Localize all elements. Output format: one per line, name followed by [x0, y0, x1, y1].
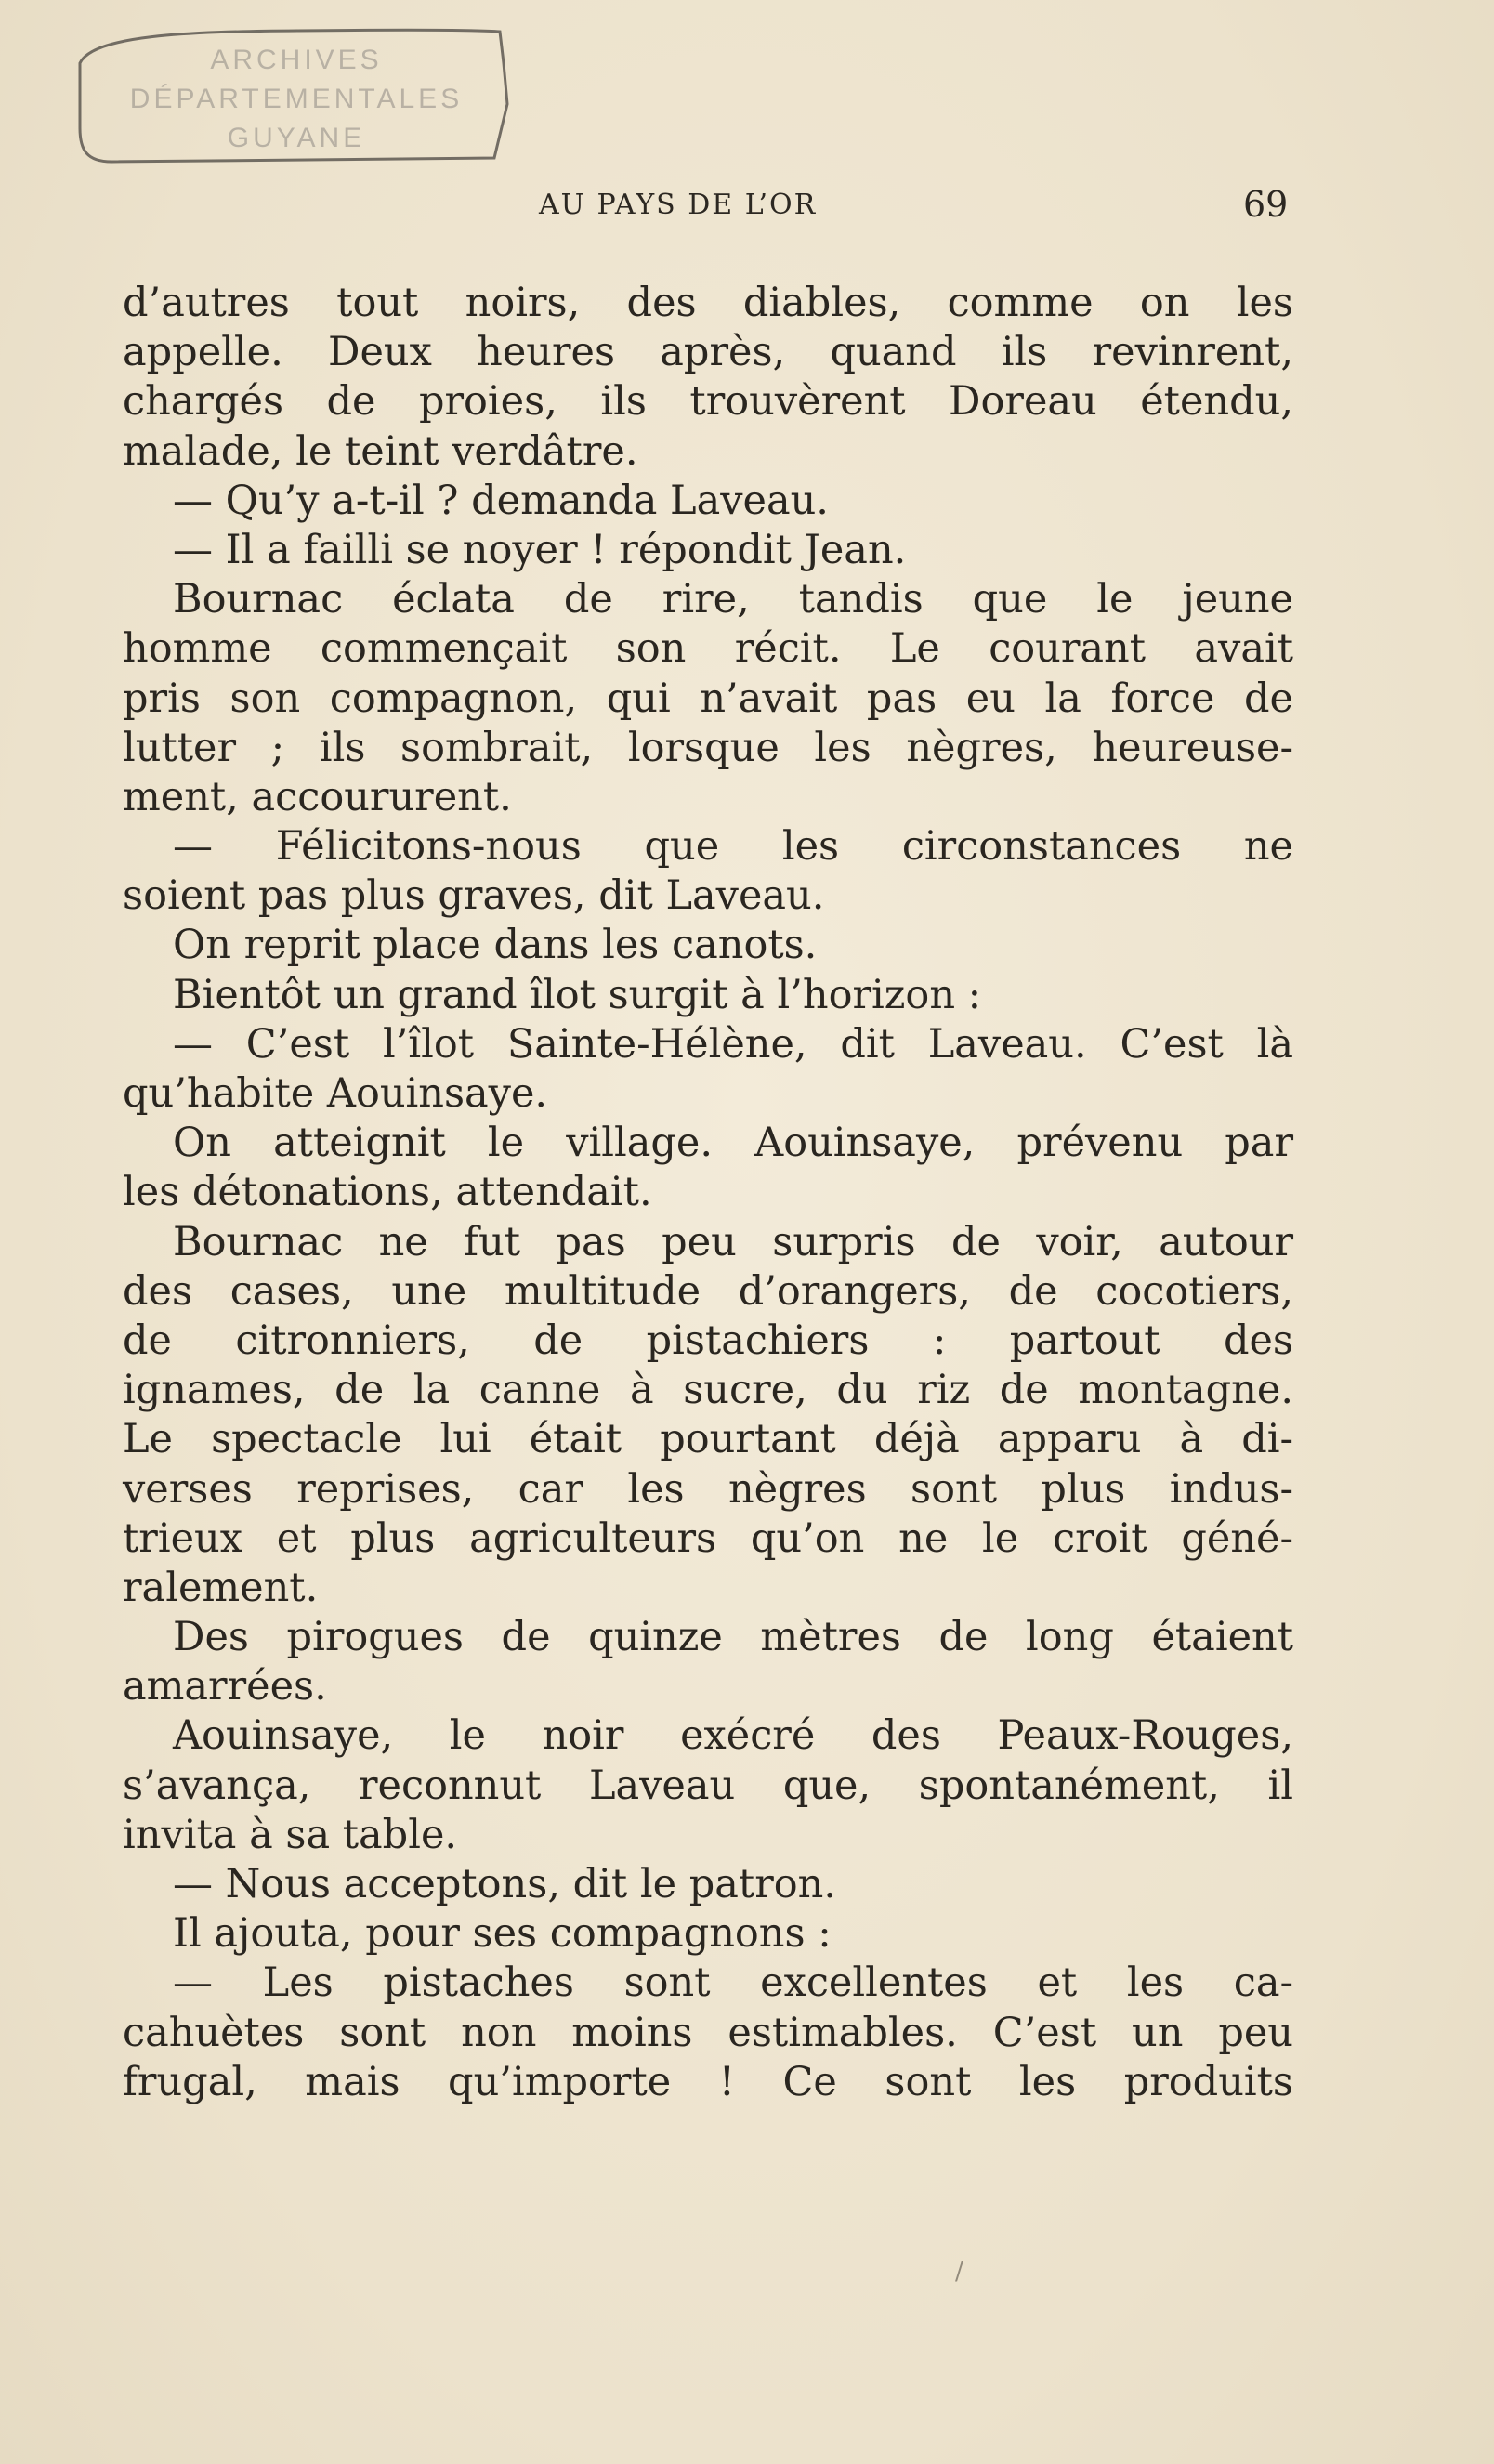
text-line: — C’est l’îlot Sainte-Hélène, dit Laveau. C’est là — [173, 1020, 1293, 1068]
text-line: malade, le teint verdâtre. — [123, 427, 638, 475]
text-line: On atteignit le village. Aouinsaye, prévenu par — [173, 1120, 1293, 1167]
text-line: ment, accoururent. — [123, 773, 512, 820]
text-line: Il ajouta, pour ses compagnons : — [173, 1910, 832, 1958]
text-line: frugal, mais qu’importe ! Ce sont les produits — [123, 2058, 1293, 2105]
text-line: chargés de proies, ils trouvèrent Doreau étendu, — [123, 378, 1293, 426]
text-line: Bournac ne fut pas peu surpris de voir, autour — [173, 1218, 1293, 1265]
text-line: — Qu’y a-t-il ? demanda Laveau. — [173, 477, 829, 524]
margin-mark: / — [955, 2258, 963, 2286]
text-line: ralement. — [123, 1564, 319, 1611]
text-line: s’avança, reconnut Laveau que, spontanément, il — [123, 1762, 1293, 1809]
text-line: — Félicitons-nous que les circonstances ne — [173, 823, 1293, 871]
text-line: les détonations, attendait. — [123, 1169, 652, 1216]
text-line: pris son compagnon, qui n’avait pas eu la force de — [123, 675, 1293, 722]
text-line: soient pas plus graves, dit Laveau. — [123, 872, 825, 920]
text-line: trieux et plus agriculteurs qu’on ne le croit géné- — [123, 1514, 1293, 1562]
text-line: On reprit place dans les canots. — [173, 922, 818, 969]
text-line: Bientôt un grand îlot surgit à l’horizon : — [173, 971, 982, 1018]
text-line: Le spectacle lui était pourtant déjà apparu à di- — [123, 1416, 1293, 1463]
text-line: qu’habite Aouinsaye. — [123, 1070, 548, 1117]
running-title: AU PAYS DE L’OR — [539, 189, 818, 221]
text-line: homme commençait son récit. Le courant avait — [123, 625, 1293, 673]
text-line: invita à sa table. — [123, 1811, 458, 1858]
stamp-line-2: DÉPARTEMENTALES — [129, 84, 464, 114]
text-line: verses reprises, car les nègres sont plus indus- — [123, 1465, 1293, 1513]
text-line: des cases, une multitude d’orangers, de cocotiers, — [123, 1267, 1293, 1315]
text-line: — Il a failli se noyer ! répondit Jean. — [173, 526, 907, 573]
stamp-line-3: GUYANE — [227, 123, 366, 153]
text-line: Bournac éclata de rire, tandis que le jeune — [173, 576, 1293, 623]
text-line: — Nous acceptons, dit le patron. — [173, 1861, 836, 1907]
text-line: ignames, de la canne à sucre, du riz de montagne. — [123, 1367, 1293, 1414]
text-line: de citronniers, de pistachiers : partout des — [123, 1317, 1293, 1364]
text-line: amarrées. — [123, 1663, 327, 1710]
archive-stamp — [74, 26, 518, 170]
text-line: d’autres tout noirs, des diables, comme on les — [123, 280, 1293, 326]
text-line: appelle. Deux heures après, quand ils revinrent, — [123, 329, 1293, 376]
stamp-line-1: ARCHIVES — [210, 45, 383, 75]
text-line: lutter ; ils sombrait, lorsque les nègres, heureuse- — [123, 724, 1293, 771]
text-line: Des pirogues de quinze mètres de long étaient — [173, 1614, 1293, 1661]
text-line: — Les pistaches sont excellentes et les ca- — [173, 1959, 1293, 2007]
page-number: 69 — [1243, 184, 1289, 225]
text-line: cahuètes sont non moins estimables. C’est un peu — [123, 2009, 1293, 2056]
text-line: Aouinsaye, le noir exécré des Peaux-Rouges, — [173, 1712, 1293, 1760]
body-text — [123, 279, 1293, 2107]
